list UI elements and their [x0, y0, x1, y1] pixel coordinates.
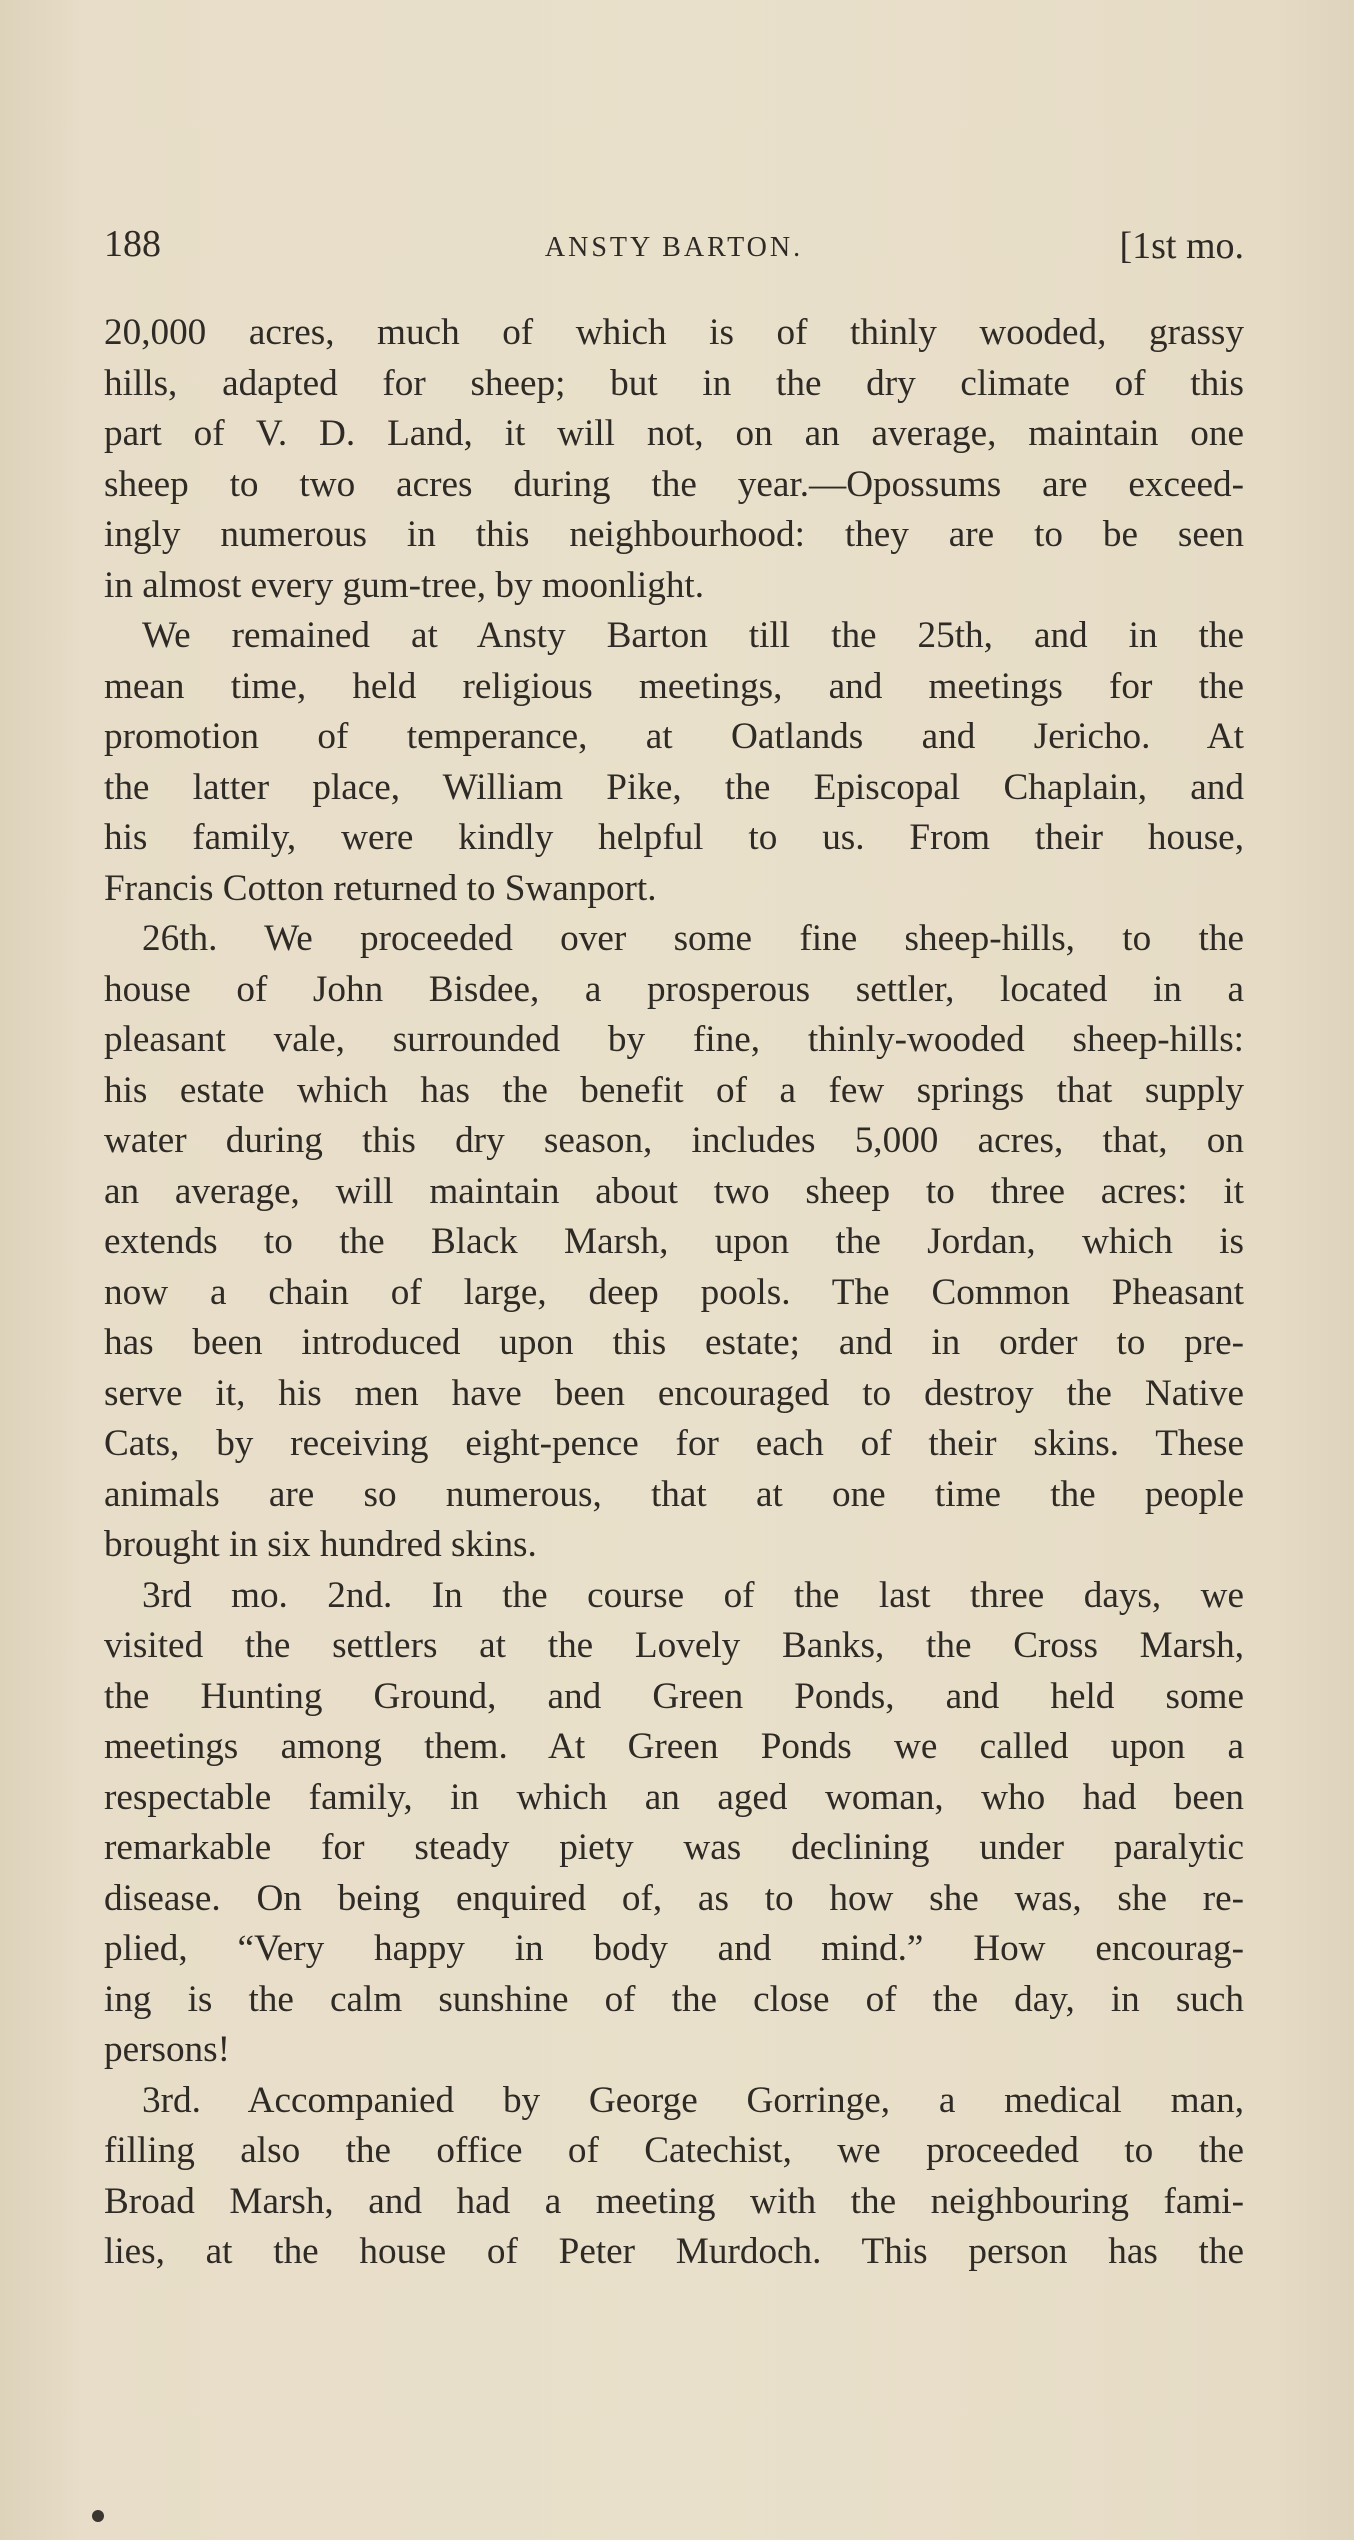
text-line: pleasant vale, surrounded by fine, thinly-wooded sheep-hills: — [104, 1019, 1244, 1060]
text-line: visited the settlers at the Lovely Banks, the Cross Marsh, — [104, 1625, 1244, 1666]
text-line: in almost every gum-tree, by moonlight. — [104, 564, 705, 606]
text-line: water during this dry season, includes 5,000 acres, that, on — [104, 1120, 1244, 1161]
body-text — [104, 308, 1244, 2278]
text-line: Francis Cotton returned to Swanport. — [104, 867, 657, 909]
text-line: plied, “Very happy in body and mind.” How encourag- — [104, 1928, 1244, 1969]
text-line: the Hunting Ground, and Green Ponds, and held some — [104, 1675, 1244, 1717]
text-line: part of V. D. Land, it will not, on an average, maintain one — [104, 413, 1244, 454]
text-line: 20,000 acres, much of which is of thinly wooded, grassy — [104, 312, 1244, 353]
running-title: ANSTY BARTON. — [544, 232, 804, 263]
text-line: serve it, his men have been encouraged to destroy the Native — [104, 1372, 1244, 1414]
text-line: ing is the calm sunshine of the close of the day, in such — [104, 1978, 1244, 2020]
text-line: sheep to two acres during the year.—Opossums are exceed- — [104, 463, 1244, 505]
text-line: animals are so numerous, that at one time the people — [104, 1473, 1244, 1515]
text-line: Cats, by receiving eight-pence for each of their skins. These — [104, 1423, 1244, 1464]
text-line: hills, adapted for sheep; but in the dry climate of this — [104, 362, 1244, 404]
text-line: 26th. We proceeded over some fine sheep-hills, to the — [142, 918, 1244, 959]
text-line: respectable family, in which an aged woman, who had been — [104, 1776, 1244, 1818]
text-line: his family, were kindly helpful to us. From their house, — [104, 817, 1244, 858]
text-line: disease. On being enquired of, as to how she was, she re- — [104, 1877, 1244, 1919]
text-line: We remained at Ansty Barton till the 25th, and in the — [142, 615, 1244, 656]
text-line: ingly numerous in this neighbourhood: they are to be seen — [104, 514, 1244, 555]
text-line: meetings among them. At Green Ponds we called upon a — [104, 1726, 1244, 1767]
text-line: house of John Bisdee, a prosperous settler, located in a — [104, 968, 1244, 1010]
text-line: persons! — [104, 2029, 230, 2070]
month-marker: [1st mo. — [1119, 225, 1244, 267]
text-line: 3rd. Accompanied by George Gorringe, a medical man, — [142, 2079, 1244, 2121]
text-line: an average, will maintain about two sheep to three acres: it — [104, 1170, 1244, 1212]
text-line: mean time, held religious meetings, and meetings for the — [104, 665, 1244, 707]
text-line: his estate which has the benefit of a few springs that supply — [104, 1069, 1244, 1111]
page-number: 188 — [104, 223, 161, 265]
text-line: lies, at the house of Peter Murdoch. This person has the — [104, 2231, 1244, 2272]
running-header — [104, 218, 1244, 278]
text-line: Broad Marsh, and had a meeting with the neighbouring fami- — [104, 2180, 1244, 2222]
text-line: 3rd mo. 2nd. In the course of the last three days, we — [142, 1574, 1244, 1616]
text-line: filling also the office of Catechist, we proceeded to the — [104, 2130, 1244, 2171]
text-line: now a chain of large, deep pools. The Common Pheasant — [104, 1271, 1244, 1313]
text-line: remarkable for steady piety was declining under paralytic — [104, 1827, 1244, 1868]
text-line: has been introduced upon this estate; and in order to pre- — [104, 1322, 1244, 1363]
text-line: promotion of temperance, at Oatlands and Jericho. At — [104, 716, 1244, 757]
ink-smudge — [92, 2510, 104, 2522]
text-line: extends to the Black Marsh, upon the Jordan, which is — [104, 1221, 1244, 1262]
text-line: the latter place, William Pike, the Episcopal Chaplain, and — [104, 766, 1244, 808]
text-line: brought in six hundred skins. — [104, 1524, 537, 1565]
